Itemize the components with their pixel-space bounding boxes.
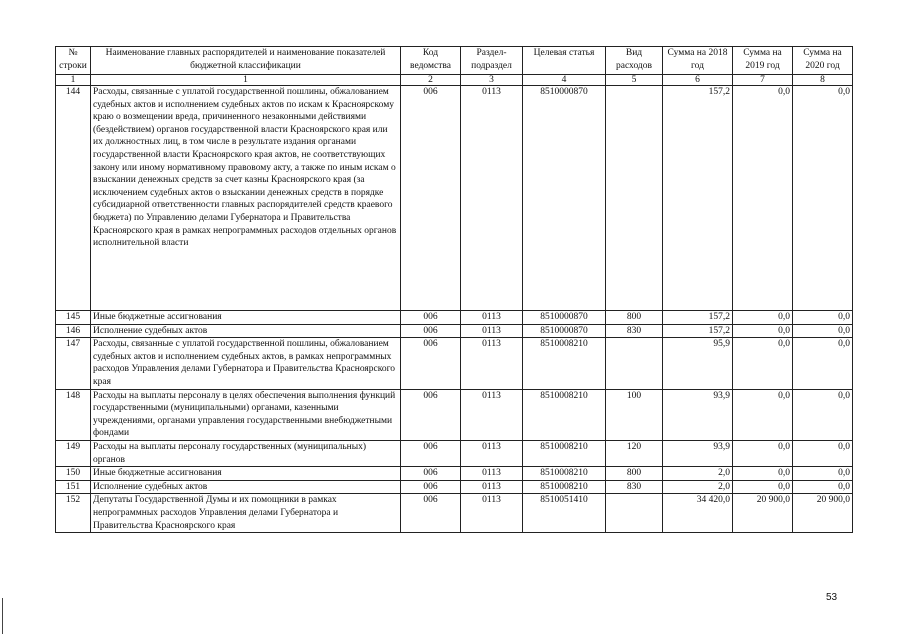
row-sum-2018: 157,2 (663, 324, 733, 338)
row-sum-2019: 0,0 (733, 480, 793, 494)
row-dept-code: 006 (401, 324, 461, 338)
row-name: Исполнение судебных актов (91, 324, 401, 338)
row-section: 0113 (461, 338, 523, 389)
row-sum-2019: 0,0 (733, 311, 793, 325)
row-sum-2020: 0,0 (793, 338, 853, 389)
row-sum-2020: 0,0 (793, 440, 853, 466)
header-sum-2019: Сумма на 2019 год (733, 47, 793, 75)
table-row (56, 86, 853, 311)
column-number: 8 (793, 75, 853, 86)
row-sum-2018: 93,9 (663, 440, 733, 466)
row-sum-2019: 20 900,0 (733, 494, 793, 533)
header-row-number: № строки (56, 47, 91, 75)
row-expense-type: 800 (606, 467, 663, 481)
row-expense-type: 830 (606, 324, 663, 338)
row-dept-code: 006 (401, 389, 461, 440)
row-expense-type: 120 (606, 440, 663, 466)
row-dept-code: 006 (401, 494, 461, 533)
row-target-article: 8510000870 (523, 311, 606, 325)
row-target-article: 8510008210 (523, 389, 606, 440)
row-sum-2019: 0,0 (733, 467, 793, 481)
column-number: 6 (663, 75, 733, 86)
page-edge-line (2, 598, 3, 634)
row-dept-code: 006 (401, 86, 461, 311)
row-expense-type (606, 494, 663, 533)
row-sum-2020: 0,0 (793, 86, 853, 311)
table-row (56, 440, 853, 466)
row-number: 146 (56, 324, 91, 338)
row-target-article: 8510008210 (523, 467, 606, 481)
row-name: Расходы на выплаты персоналу государственных (муниципальных) органов (91, 440, 401, 466)
row-section: 0113 (461, 494, 523, 533)
row-expense-type (606, 338, 663, 389)
row-dept-code: 006 (401, 311, 461, 325)
row-sum-2018: 157,2 (663, 311, 733, 325)
row-dept-code: 006 (401, 467, 461, 481)
column-number: 1 (56, 75, 91, 86)
header-sum-2018: Сумма на 2018 год (663, 47, 733, 75)
row-sum-2019: 0,0 (733, 440, 793, 466)
header-name: Наименование главных распорядителей и наименование показателей бюджетной классификации (91, 47, 401, 75)
row-sum-2020: 0,0 (793, 480, 853, 494)
row-sum-2018: 93,9 (663, 389, 733, 440)
column-number: 4 (523, 75, 606, 86)
row-target-article: 8510051410 (523, 494, 606, 533)
table-row (56, 324, 853, 338)
row-number: 148 (56, 389, 91, 440)
row-sum-2019: 0,0 (733, 389, 793, 440)
page-number: 53 (826, 592, 838, 603)
row-name: Депутаты Государственной Думы и их помощники в рамках непрограммных расходов Управления делами Губернатора и Правительства Красноярского края (91, 494, 401, 533)
row-section: 0113 (461, 467, 523, 481)
row-expense-type: 800 (606, 311, 663, 325)
row-dept-code: 006 (401, 338, 461, 389)
column-number: 3 (461, 75, 523, 86)
header-target-article: Целевая статья (523, 47, 606, 75)
row-sum-2018: 95,9 (663, 338, 733, 389)
table-row (56, 494, 853, 533)
row-section: 0113 (461, 389, 523, 440)
budget-table (55, 46, 853, 533)
row-sum-2018: 2,0 (663, 467, 733, 481)
row-section: 0113 (461, 480, 523, 494)
row-sum-2018: 34 420,0 (663, 494, 733, 533)
table-row (56, 480, 853, 494)
row-section: 0113 (461, 324, 523, 338)
header-dept-code: Код ведомства (401, 47, 461, 75)
row-number: 150 (56, 467, 91, 481)
row-section: 0113 (461, 86, 523, 311)
row-number: 152 (56, 494, 91, 533)
row-name: Расходы, связанные с уплатой государственной пошлины, обжалованием судебных актов и исполнением судебных актов, в рамках непрограммных расходов Управления делами Губернатора и Правительства Красноярского края (91, 338, 401, 389)
row-name: Расходы на выплаты персоналу в целях обеспечения выполнения функций государственными (муниципальными) органами, казенными учреждениями, органами управления государственными внебюджетными фондами (91, 389, 401, 440)
header-section: Раздел-подраздел (461, 47, 523, 75)
table-row (56, 338, 853, 389)
row-number: 145 (56, 311, 91, 325)
row-dept-code: 006 (401, 440, 461, 466)
header-expense-type: Вид расходов (606, 47, 663, 75)
row-expense-type: 830 (606, 480, 663, 494)
row-target-article: 8510008210 (523, 480, 606, 494)
row-expense-type: 100 (606, 389, 663, 440)
row-sum-2018: 2,0 (663, 480, 733, 494)
row-section: 0113 (461, 440, 523, 466)
row-number: 144 (56, 86, 91, 311)
column-number: 7 (733, 75, 793, 86)
column-number: 2 (401, 75, 461, 86)
row-sum-2019: 0,0 (733, 324, 793, 338)
row-name: Иные бюджетные ассигнования (91, 467, 401, 481)
row-sum-2019: 0,0 (733, 86, 793, 311)
row-sum-2020: 0,0 (793, 467, 853, 481)
row-section: 0113 (461, 311, 523, 325)
table-row (56, 311, 853, 325)
row-name: Исполнение судебных актов (91, 480, 401, 494)
row-sum-2020: 20 900,0 (793, 494, 853, 533)
table-header-row (56, 47, 853, 75)
row-sum-2019: 0,0 (733, 338, 793, 389)
row-number: 147 (56, 338, 91, 389)
row-dept-code: 006 (401, 480, 461, 494)
column-number: 1 (91, 75, 401, 86)
row-sum-2018: 157,2 (663, 86, 733, 311)
row-target-article: 8510000870 (523, 324, 606, 338)
row-sum-2020: 0,0 (793, 311, 853, 325)
row-number: 149 (56, 440, 91, 466)
table-row (56, 467, 853, 481)
row-sum-2020: 0,0 (793, 324, 853, 338)
row-sum-2020: 0,0 (793, 389, 853, 440)
row-target-article: 8510000870 (523, 86, 606, 311)
row-number: 151 (56, 480, 91, 494)
column-number: 5 (606, 75, 663, 86)
row-target-article: 8510008210 (523, 338, 606, 389)
row-target-article: 8510008210 (523, 440, 606, 466)
header-sum-2020: Сумма на 2020 год (793, 47, 853, 75)
table-row (56, 389, 853, 440)
row-name: Иные бюджетные ассигнования (91, 311, 401, 325)
row-name: Расходы, связанные с уплатой государственной пошлины, обжалованием судебных актов и исполнением судебных актов по искам к Красноярскому краю о возмещении вреда, причиненного незаконными действиями (бездействием) органов государственной власти Красноярского края или их должностных лиц, в том числе в результате издания органами государственной власти Красноярского края актов, не соответствующих закону или иному нормативному правовому акту, а также по иным искам о взыскании денежных средств за счет казны Красноярского края (за исключением судебных актов о взыскании денежных средств в порядке субсидиарной ответственности главных распорядителей средств краевого бюджета) по Управлению делами Губернатора и Правительства Красноярского края в рамках непрограммных расходов отдельных органов исполнительной власти (91, 86, 401, 311)
row-expense-type (606, 86, 663, 311)
column-number-row (56, 75, 853, 86)
